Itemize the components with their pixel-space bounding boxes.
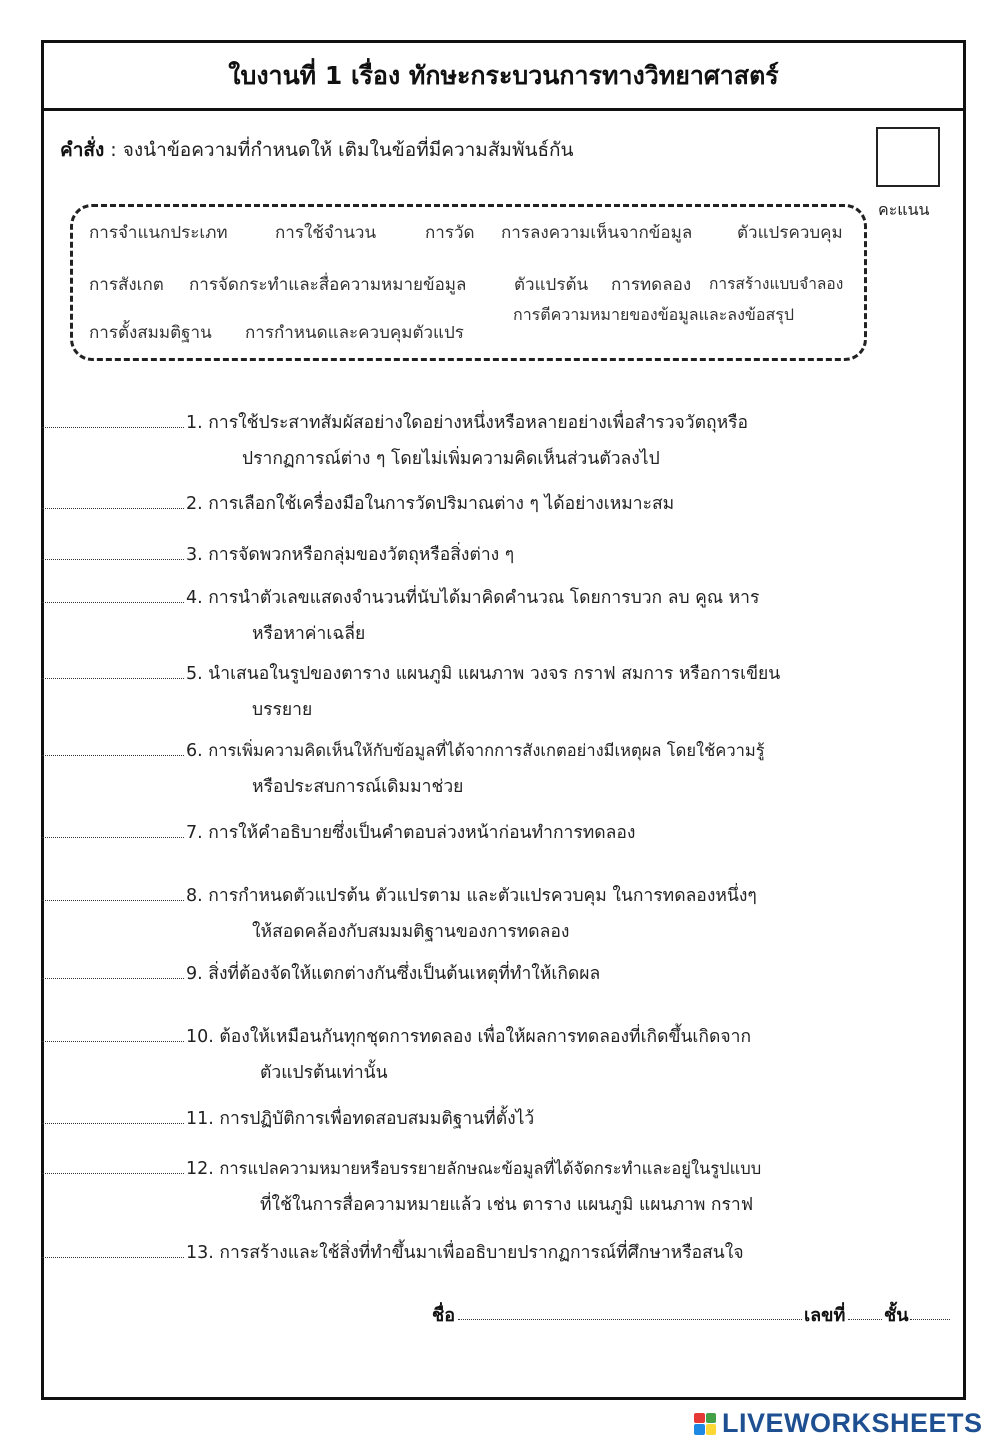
answer-blank[interactable] — [42, 1151, 184, 1174]
number-label: เลขที่ — [804, 1305, 846, 1326]
instruction — [60, 135, 574, 165]
question-number: 10. — [186, 1027, 214, 1047]
question-text: สิ่งที่ต้องจัดให้แตกต่างกันซึ่งเป็นต้นเหตุที่ทำให้เกิดผล — [208, 964, 601, 984]
instruction-label: คำสั่ง — [60, 139, 105, 161]
question-number: 6. — [186, 741, 203, 761]
word-bank-item[interactable]: การจัดกระทำและสื่อความหมายข้อมูล — [189, 275, 467, 295]
question-7 — [42, 815, 635, 851]
question-9 — [42, 956, 600, 992]
answer-blank[interactable] — [42, 656, 184, 679]
question-11 — [42, 1101, 534, 1137]
answer-blank[interactable] — [42, 815, 184, 838]
question-13 — [42, 1235, 744, 1271]
question-text-line2: หรือประสบการณ์เดิมมาช่วย — [252, 777, 464, 797]
question-text-line2: หรือหาค่าเฉลี่ย — [252, 624, 366, 644]
question-10 — [42, 1019, 751, 1091]
question-text-line2: ปรากฏการณ์ต่าง ๆ โดยไม่เพิ่มความคิดเห็นส่วนตัวลงไป — [242, 449, 660, 469]
question-text: การสร้างและใช้สิ่งที่ทำขึ้นมาเพื่ออธิบายปรากฏการณ์ที่ศึกษาหรือสนใจ — [219, 1243, 744, 1263]
score-box[interactable] — [876, 127, 940, 187]
answer-blank[interactable] — [42, 1019, 184, 1042]
answer-blank[interactable] — [42, 405, 184, 428]
question-number: 3. — [186, 545, 203, 565]
question-number: 11. — [186, 1109, 214, 1129]
question-text-line2: ให้สอดคล้องกับสมมมติฐานของการทดลอง — [252, 922, 570, 942]
question-number: 13. — [186, 1243, 214, 1263]
brand-text: LIVEWORKSHEETS — [722, 1408, 983, 1438]
question-text: นำเสนอในรูปของตาราง แผนภูมิ แผนภาพ วงจร กราฟ สมการ หรือการเขียน — [208, 664, 781, 684]
answer-blank[interactable] — [42, 878, 184, 901]
question-number: 5. — [186, 664, 203, 684]
word-bank-item[interactable]: การสร้างแบบจำลอง — [709, 275, 844, 293]
question-text: การกำหนดตัวแปรต้น ตัวแปรตาม และตัวแปรควบคุม ในการทดลองหนึ่งๆ — [208, 886, 757, 906]
answer-blank[interactable] — [42, 733, 184, 756]
question-12 — [42, 1151, 761, 1223]
word-bank-item[interactable]: ตัวแปรต้น — [514, 275, 589, 295]
name-input[interactable] — [458, 1318, 802, 1320]
question-number: 7. — [186, 823, 203, 843]
word-bank-item[interactable]: การวัด — [425, 223, 475, 243]
answer-blank[interactable] — [42, 1235, 184, 1258]
question-text: การเพิ่มความคิดเห็นให้กับข้อมูลที่ได้จากการสังเกตอย่างมีเหตุผล โดยใช้ความรู้ — [208, 741, 765, 760]
question-text: การเลือกใช้เครื่องมือในการวัดปริมาณต่าง ๆ ได้อย่างเหมาะสม — [208, 494, 675, 514]
word-bank-item[interactable]: การลงความเห็นจากข้อมูล — [501, 223, 693, 243]
class-label: ชั้น — [884, 1305, 909, 1326]
instruction-text: จงนำข้อความที่กำหนดให้ เติมในข้อที่มีความสัมพันธ์กัน — [122, 139, 574, 161]
question-text: การแปลความหมายหรือบรรยายลักษณะข้อมูลที่ได้จัดกระทำและอยู่ในรูปแบบ — [219, 1159, 762, 1178]
answer-blank[interactable] — [42, 1101, 184, 1124]
word-bank-item[interactable]: การตั้งสมมติฐาน — [89, 323, 212, 343]
answer-blank[interactable] — [42, 956, 184, 979]
question-text: ต้องให้เหมือนกันทุกชุดการทดลอง เพื่อให้ผลการทดลองที่เกิดขึ้นเกิดจาก — [219, 1027, 752, 1047]
liveworksheets-logo-icon — [694, 1413, 716, 1435]
question-text: การนำตัวเลขแสดงจำนวนที่นับได้มาคิดคำนวณ โดยการบวก ลบ คูณ หาร — [208, 588, 760, 608]
word-bank-item[interactable]: การทดลอง — [611, 275, 692, 295]
logo-cell — [694, 1424, 705, 1435]
question-number: 1. — [186, 413, 203, 433]
question-number: 12. — [186, 1159, 214, 1179]
question-text: การจัดพวกหรือกลุ่มของวัตถุหรือสิ่งต่าง ๆ — [208, 545, 515, 565]
liveworksheets-brand — [694, 1408, 983, 1439]
logo-cell — [706, 1424, 717, 1435]
word-bank-item[interactable]: ตัวแปรควบคุม — [737, 223, 843, 243]
word-bank-item[interactable]: การตีความหมายของข้อมูลและลงข้อสรุป — [513, 305, 794, 324]
word-bank-item[interactable]: การใช้จำนวน — [275, 223, 377, 243]
question-6 — [42, 733, 765, 805]
question-text-line2: บรรยาย — [252, 700, 313, 720]
logo-cell — [706, 1413, 717, 1424]
question-number: 9. — [186, 964, 203, 984]
question-2 — [42, 486, 674, 522]
worksheet-title: ใบงานที่ 1 เรื่อง ทักษะกระบวนการทางวิทยาศาสตร์ — [44, 43, 963, 111]
score-label: คะแนน — [878, 200, 930, 219]
question-number: 8. — [186, 886, 203, 906]
answer-blank[interactable] — [42, 486, 184, 509]
word-bank — [70, 204, 867, 361]
class-input[interactable] — [910, 1318, 950, 1320]
question-text: การใช้ประสาทสัมผัสอย่างใดอย่างหนึ่งหรือหลายอย่างเพื่อสำรวจวัตถุหรือ — [208, 413, 749, 433]
question-5 — [42, 656, 780, 728]
answer-blank[interactable] — [42, 580, 184, 603]
question-text: การปฏิบัติการเพื่อทดสอบสมมติฐานที่ตั้งไว้ — [219, 1109, 535, 1129]
number-input[interactable] — [848, 1318, 882, 1320]
question-number: 2. — [186, 494, 203, 514]
question-4 — [42, 580, 759, 652]
word-bank-item[interactable]: การกำหนดและควบคุมตัวแปร — [245, 323, 464, 343]
question-3 — [42, 537, 514, 573]
instruction-separator: : — [104, 139, 123, 161]
question-number: 4. — [186, 588, 203, 608]
question-text-line2: ตัวแปรต้นเท่านั้น — [260, 1063, 388, 1083]
question-1 — [42, 405, 748, 477]
question-text-line2: ที่ใช้ในการสื่อความหมายแล้ว เช่น ตาราง แผนภูมิ แผนภาพ กราฟ — [260, 1195, 754, 1215]
word-bank-item[interactable]: การสังเกต — [89, 275, 164, 295]
question-8 — [42, 878, 757, 950]
name-label: ชื่อ — [432, 1305, 456, 1326]
logo-cell — [694, 1413, 705, 1424]
word-bank-item[interactable]: การจำแนกประเภท — [89, 223, 228, 243]
question-text: การให้คำอธิบายซึ่งเป็นคำตอบล่วงหน้าก่อนทำการทดลอง — [208, 823, 636, 843]
answer-blank[interactable] — [42, 537, 184, 560]
